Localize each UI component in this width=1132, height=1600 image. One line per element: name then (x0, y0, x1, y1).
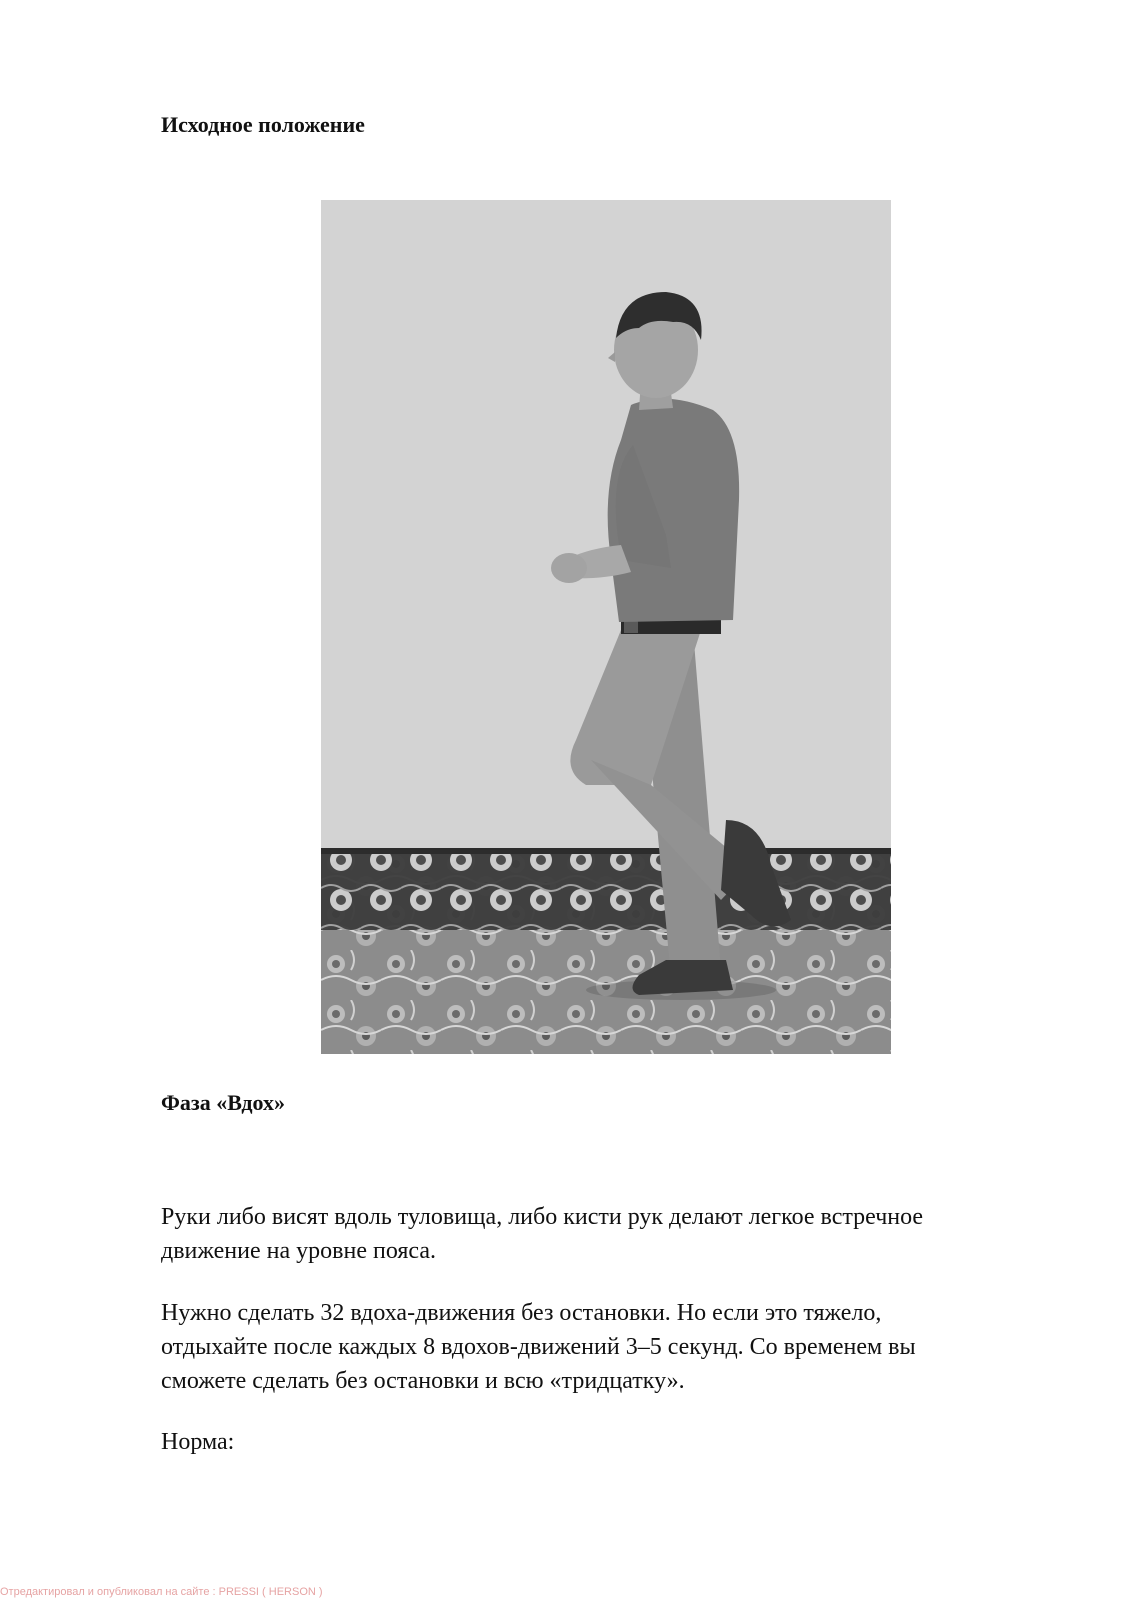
section-heading-phase: Фаза «Вдох» (161, 1090, 285, 1115)
paragraph-arms: Руки либо висят вдоль туловища, либо кисти рук делают легкое встречное движение на уровне пояса. (161, 1204, 924, 1264)
exercise-photo-illustration (321, 200, 891, 1054)
footer-publisher-note: Отредактировал и опубликовал на сайте : PRESSI ( HERSON ) (0, 1586, 323, 1598)
paragraph-norm: Норма: (161, 1429, 235, 1455)
exercise-photo (321, 200, 891, 1054)
paragraph-breaths: Нужно сделать 32 вдоха-движения без остановки. Но если это тяжело, отдыхайте после каждых 8 вдохов-движений 3–5 секунд. Со временем вы сможете сделать без остановки и всю «тридцатку». (161, 1300, 916, 1394)
section-heading-start: Исходное положение (161, 112, 365, 137)
